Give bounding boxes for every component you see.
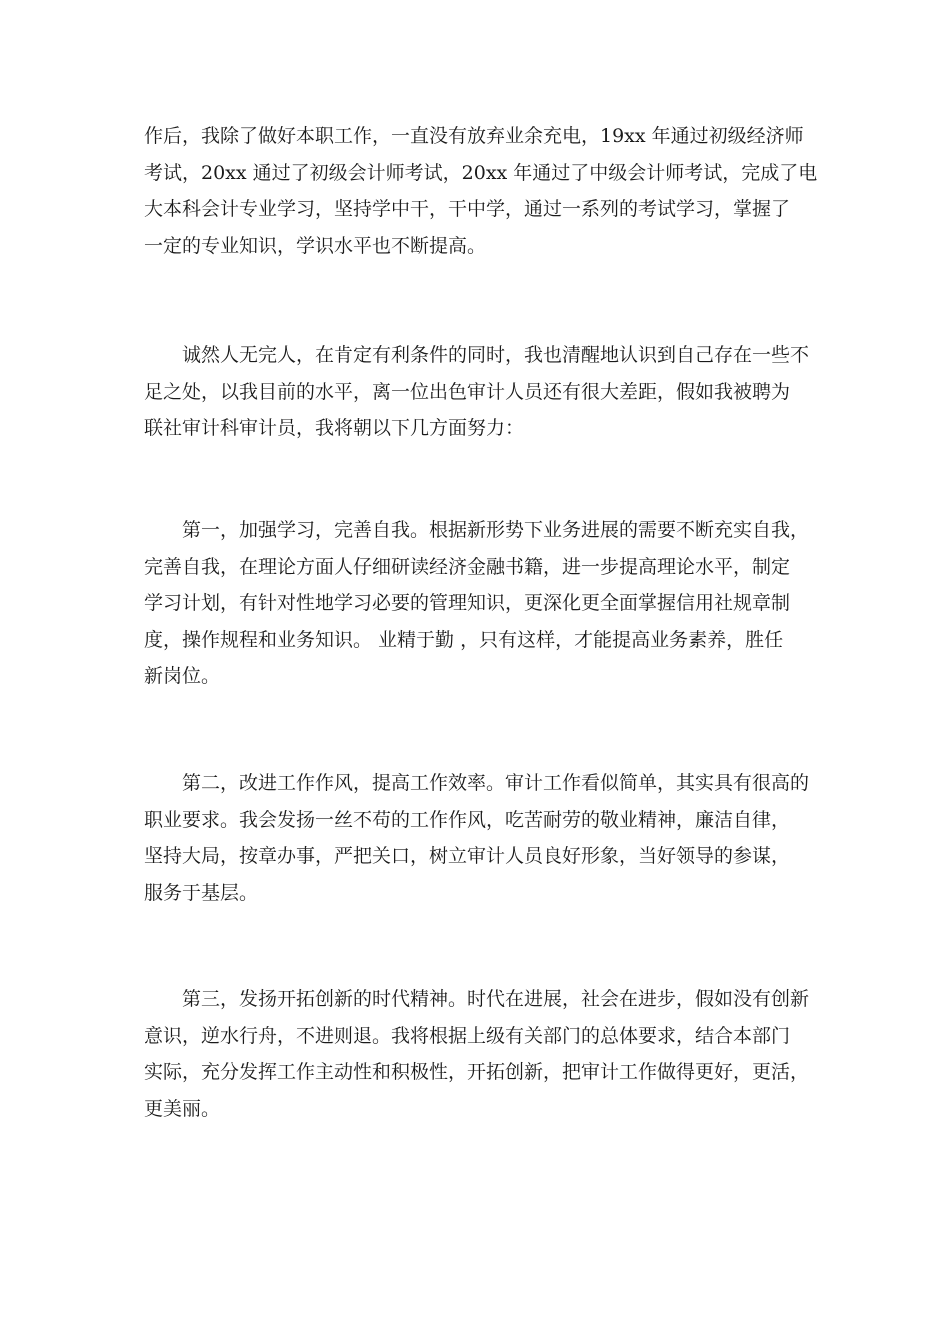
paragraph-self-study [144, 118, 818, 264]
paragraph-point-one [144, 512, 810, 695]
text-line: 一定的专业知识，学识水平也不断提高。 [144, 234, 487, 257]
paragraph-shortcomings [144, 337, 810, 447]
paragraph-point-two [144, 765, 810, 911]
text-line: 新岗位。 [144, 665, 221, 687]
text-line: 联社审计科审计员，我将朝以下几方面努力： [144, 417, 525, 439]
text-line: 考试，20xx 通过了初级会计师考试，20xx 年通过了中级会计师考试，完成了电 [144, 161, 818, 184]
text-line: 职业要求。我会发扬一丝不苟的工作作风，吃苦耐劳的敬业精神，廉洁自律， [144, 808, 791, 831]
text-line: 诚然人无完人，在肯定有利条件的同时，我也清醒地认识到自己存在一些不 [144, 344, 810, 366]
paragraph-point-three [144, 981, 810, 1127]
text-line: 大本科会计专业学习，坚持学中干，干中学，通过一系列的考试学习，掌握了 [144, 198, 791, 220]
text-line: 学习计划，有针对性地学习必要的管理知识，更深化更全面掌握信用社规章制 [144, 592, 791, 614]
text-line: 实际，充分发挥工作主动性和积极性，开拓创新，把审计工作做得更好，更活， [144, 1061, 810, 1083]
text-line: 作后，我除了做好本职工作，一直没有放弃业余充电，19xx 年通过初级经济师 [144, 125, 804, 147]
text-line: 第二，改进工作作风，提高工作效率。审计工作看似简单，其实具有很高的 [144, 772, 810, 794]
text-line: 坚持大局，按章办事，严把关口，树立审计人员良好形象，当好领导的参谋， [144, 845, 791, 867]
text-line: 第三，发扬开拓创新的时代精神。时代在进展，社会在进步，假如没有创新 [144, 988, 810, 1010]
text-line: 足之处，以我目前的水平，离一位出色审计人员还有很大差距，假如我被聘为 [144, 380, 791, 403]
text-line: 度，操作规程和业务知识。 业精于勤 ，只有这样，才能提高业务素养，胜任 [144, 628, 784, 651]
text-line: 服务于基层。 [144, 881, 259, 904]
text-line: 完善自我，在理论方面人仔细研读经济金融书籍，进一步提高理论水平，制定 [144, 555, 791, 578]
text-line: 第一，加强学习，完善自我。根据新形势下业务进展的需要不断充实自我， [144, 519, 810, 541]
text-line: 意识，逆水行舟，不进则退。我将根据上级有关部门的总体要求，结合本部门 [144, 1024, 791, 1047]
text-line: 更美丽。 [144, 1097, 221, 1120]
